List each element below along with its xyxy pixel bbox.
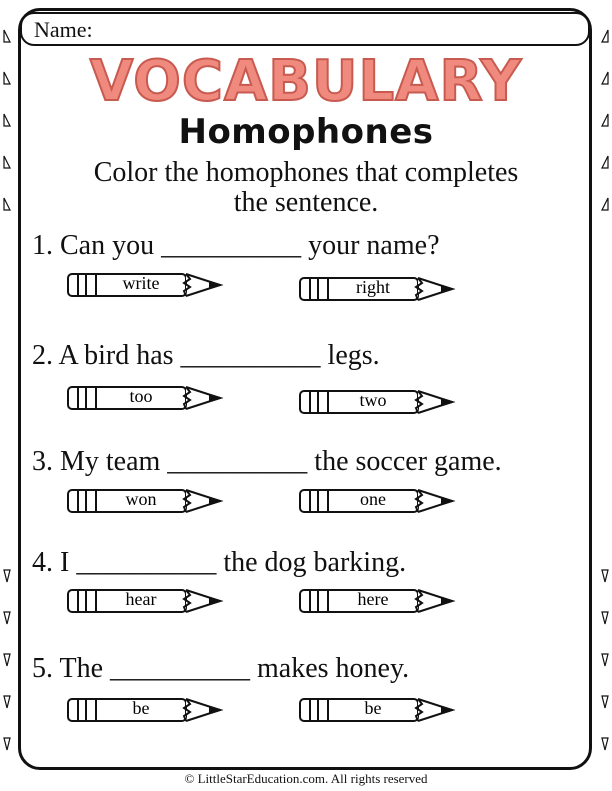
pencil-option-4b[interactable] bbox=[298, 586, 460, 616]
question-4: 4. I __________ the dog barking. bbox=[32, 547, 407, 578]
pencil-word: hear bbox=[125, 589, 157, 609]
instructions bbox=[40, 158, 572, 218]
pencil-word: write bbox=[122, 273, 160, 293]
pencil-option-5a[interactable] bbox=[66, 695, 228, 725]
name-label: Name: bbox=[34, 17, 93, 42]
question-2: 2. A bird has __________ legs. bbox=[32, 340, 380, 371]
pencil-word: too bbox=[129, 386, 153, 406]
pencil-word: here bbox=[357, 589, 389, 609]
instructions-line-1: Color the homophones that completes bbox=[93, 157, 519, 188]
question-3: 3. My team __________ the soccer game. bbox=[32, 446, 502, 477]
pencil-option-5b[interactable] bbox=[298, 695, 460, 725]
name-field[interactable] bbox=[20, 12, 590, 46]
pencil-word: be bbox=[132, 698, 150, 718]
pencil-word: won bbox=[125, 489, 157, 509]
pencil-option-1b[interactable] bbox=[298, 274, 460, 304]
question-5: 5. The __________ makes honey. bbox=[32, 653, 410, 684]
pencil-word: right bbox=[356, 277, 390, 297]
pencil-option-3a[interactable] bbox=[66, 486, 228, 516]
copyright-footer: © LittleStarEducation.com. All rights reserved bbox=[184, 771, 428, 786]
vocabulary-title-text: VOCABULARY bbox=[89, 49, 523, 112]
pencil-option-3b[interactable] bbox=[298, 486, 460, 516]
pencil-option-1a[interactable] bbox=[66, 270, 228, 300]
question-1: 1. Can you __________ your name? bbox=[32, 230, 440, 261]
pencil-word: one bbox=[360, 489, 386, 509]
instructions-line-2: the sentence. bbox=[233, 187, 379, 218]
subtitle: Homophones bbox=[178, 112, 434, 152]
pencil-option-2b[interactable] bbox=[298, 387, 460, 417]
pencil-word: be bbox=[364, 698, 382, 718]
pencil-option-2a[interactable] bbox=[66, 383, 228, 413]
vocabulary-title bbox=[0, 48, 612, 112]
pencil-word: two bbox=[359, 390, 387, 410]
pencil-option-4a[interactable] bbox=[66, 586, 228, 616]
